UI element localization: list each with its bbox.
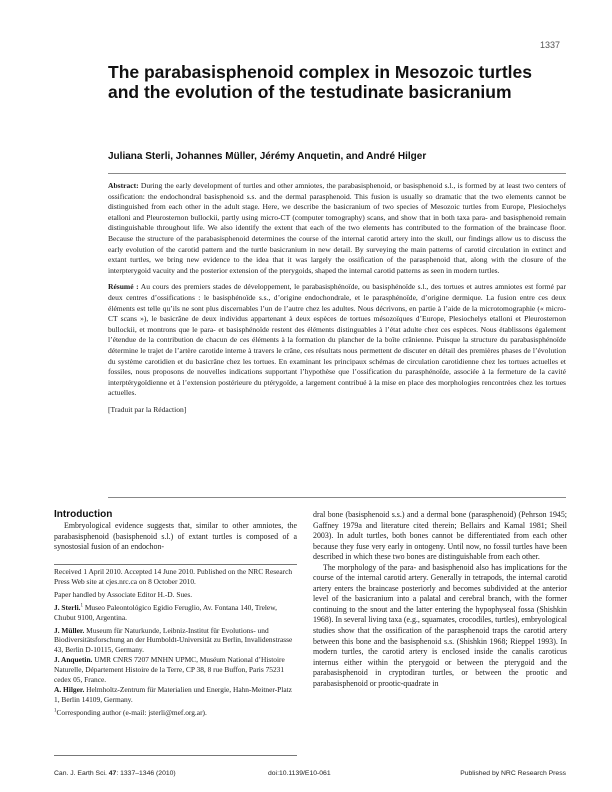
right-column-text [313, 510, 567, 689]
affiliation-name: J. Sterli. [54, 602, 81, 612]
author-list: Juliana Sterli, Johannes Müller, Jérémy Anquetin, and André Hilger [108, 151, 427, 162]
resume-label: Résumé : [108, 282, 139, 292]
affiliation-text: UMR CNRS 7207 MNHN UPMC, Muséum National d’Histoire Naturelle, Département Histoire de la Terre, CP 38, 8 rue Buffon, Paris 75231 cedex 05, France. [54, 655, 285, 685]
affiliation-sterli [54, 603, 297, 623]
affiliation-name: A. Hilger. [54, 684, 85, 694]
footer-pages: : 1337–1346 (2010) [116, 770, 176, 777]
affiliation-name: J. Müller. [54, 625, 85, 635]
left-column-text [54, 521, 297, 553]
page-number: 1337 [539, 40, 560, 50]
corresponding-author [54, 708, 297, 718]
corresponding-text: Corresponding author (e-mail: jsterli@mef.org.ar). [56, 707, 207, 717]
resume-text: Au cours des premiers stades de développement, le parabasisphénoïde, ou basisphénoïde s.l., des tortues et autres amniotes est formé par deux centres d’ossifications : le basisphénoïde s.s., d’origine endochondrale, et le parasphénoïde, d’origine dermique. La fusion entre ces deux éléments est telle qu’ils ne sont plus discernables l’un de l’autre chez les adultes. Nous décrivons, en partie à l’aide de la microtomographie (« micro-CT scans »), le basicrâne de deux individus appartenant à deux espèces de tortues mésozoïques d’Europe, Plesiochelys etalloni et Pleurosternon bullockii, et montrons que le para- et basisphénoïde restent des éléments distinguables à l’état adulte chez ces espèces. Nous établissons également l’étendue de la contribution de chacun de ces éléments à la formation du plancher de la boîte crânienne. Puisque la structure du parabasisphénoïde détermine le trajet de l’artère carotide interne à travers le crâne, ces résultats nous permettent de discuter en détail des premières phases de l’évolution du système carotidien et du basicrâne chez les tortues. En examinant les principaux schémas de circulation carotidienne chez les tortues actuelles et fossiles, nous proposons de nouvelles indications supportant l’hypothèse que l’ossification du parasphénoïde, associée à la fermeture de la cavité interptérygoïdienne et à l’extension postérieure du ptérygoïde, a largement contribué à la mise en place des morphologies rencontrées chez les tortues actuelles. [108, 282, 566, 398]
abstract-label: Abstract: [108, 181, 139, 190]
intro-paragraph-2: The morphology of the para- and basisphenoid also has implications for the course of the internal carotid artery. Generally in tetrapods, the internal carotid artery enters the braincase posteriorly and becomes subdivided at the anterior level of the basicranium into a palatal and cerebral branch, with the former continuing to the snout and the latter entering the hypophyseal fossa (Shishkin 1968). In several living taxa (e.g., squamates, crocodiles, turtles), embryological studies show that the ossification of the parasphenoid traps the carotid artery between this bone and the basisphenoid s.s. (Shishkin 1968; Rieppel 1993). In modern turtles, the carotid artery is enclosed inside the canalis caroticus internus either within the pterygoid or between the pterygoid and the parabasisphenoid in cryptodiran turtles, or between the prootic and parabasisphenoid or prootic-quadrate in [313, 562, 567, 688]
introduction-heading: Introduction [54, 509, 113, 520]
affiliation-text: Museum für Naturkunde, Leibniz-Institut für Evolutions- und Biodiversitätsforschung an der Humboldt-Universität zu Berlin, Invalidenstrasse 43, Berlin D-10115, Germany. [54, 625, 293, 655]
footer-journal: Can. J. Earth Sci. [54, 770, 107, 777]
received-dates: Received 1 April 2010. Accepted 14 June 2010. Published on the NRC Research Press Web site at cjes.nrc.ca on 8 October 2010. [54, 567, 293, 586]
footer-publisher: Published by NRC Research Press [460, 770, 566, 777]
affiliation-text: Helmholtz-Zentrum für Materialien und Energie, Hahn-Meitner-Platz 1, Berlin 14109, Germany. [54, 684, 292, 704]
article-title: The parabasisphenoid complex in Mesozoic turtles and the evolution of the testudinate basicranium [108, 62, 532, 102]
intro-paragraph-1-continued: dral bone (basisphenoid s.s.) and a dermal bone (parasphenoid) (Pehrson 1945; Gaffney 1979a and literature cited therein; Bellairs and Kamal 1981; Sheil 2003). In adult turtles, both bones cannot be differentiated from each other because they fuse very early in ontogeny. Until now, no fossil turtles have been described in which these two bones are distinguishable from each other. [313, 510, 567, 562]
article-info-box [54, 564, 297, 756]
affiliation-anquetin [54, 655, 297, 685]
abstract-bottom-rule [108, 497, 566, 498]
footer-volume: 47 [108, 770, 117, 777]
resume-paragraph [108, 282, 566, 399]
handling-editor: Paper handled by Associate Editor H.-D. Sues. [54, 589, 193, 599]
corresponding-footnote-mark: 1 [54, 708, 57, 714]
affiliation-footnote-mark: 1 [80, 603, 83, 609]
abstract-top-rule [108, 173, 566, 174]
abstract-paragraph [108, 181, 566, 276]
abstract-block [108, 181, 566, 421]
affiliation-hilger [54, 685, 297, 705]
footer-doi: doi:10.1139/E10-061 [268, 770, 331, 777]
intro-paragraph-1: Embryological evidence suggests that, similar to other amniotes, the parabasisphenoid (basisphenoid s.l.) of extant turtles is composed of a synostosial fusion of an endochon- [54, 521, 297, 552]
affiliation-text: Museo Paleontológico Egidio Feruglio, Av. Fontana 140, Trelew, Chubut 9100, Argentina. [54, 602, 277, 622]
footer-citation [54, 770, 176, 777]
translation-note: [Traduit par la Rédaction] [108, 404, 187, 414]
abstract-text: During the early development of turtles and other amniotes, the parabasisphenoid, or basisphenoid s.l., is formed by at least two centers of ossification: the endochondral basisphenoid s.s. and the dermal parasphenoid. This fusion is usually so dramatic that the two elements cannot be distinguished from each other in the adult stage. Here, we describe the basicranium of two species of Mesozoic turtles from Europe, Plesiochelys etalloni and Pleurosternon bullockii, partly using micro-CT (computer tomography) scans, and show that in both taxa para- and basisphenoid remain distinguishable throughout life. We also identify the extent that each of the two elements has contributed to the formation of the braincase floor. Because the structure of the parabasisphenoid determines the course of the internal carotid artery into the skull, our findings allow us to discuss the early evolution of the carotid pattern and the turtle basicranium in new detail. By surveying the main patterns of carotid circulation in extinct and extant turtles, we bring new evidence to the idea that it was largely the ossification of the parasphenoid that, along with the closure of the interpterygoid vacuity and the posterior extension of the pterygoids, shaped the internal carotid patterns as seen in modern turtles. [108, 181, 566, 275]
affiliation-name: J. Anquetin. [54, 655, 93, 665]
affiliation-muller [54, 626, 297, 656]
